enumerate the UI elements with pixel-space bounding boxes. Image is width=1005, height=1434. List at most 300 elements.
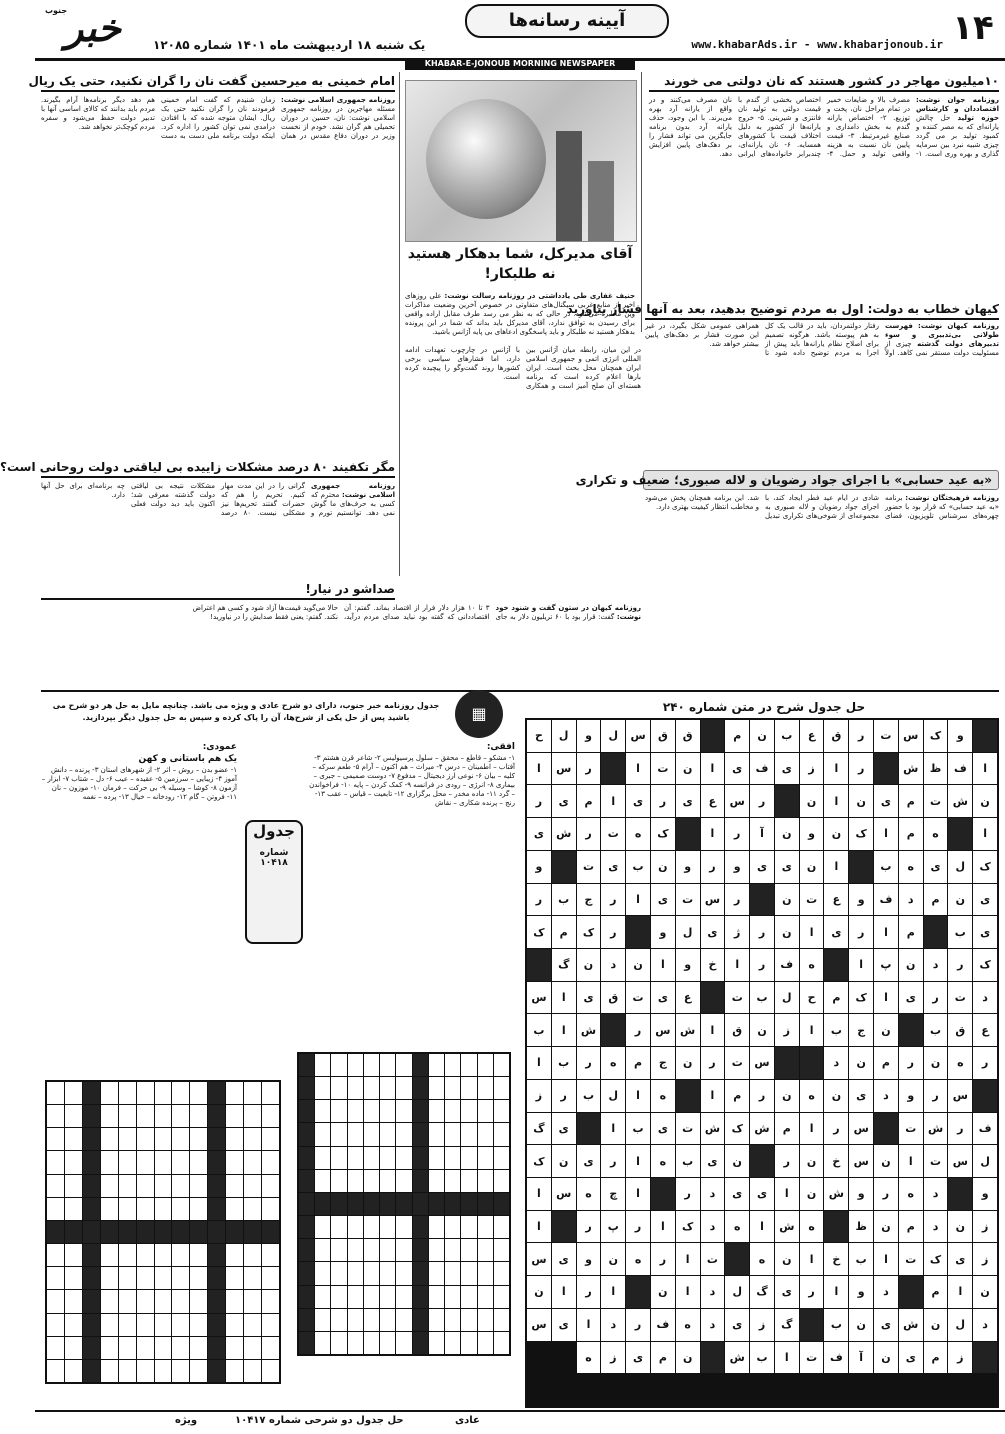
puzzle-cell[interactable] [244, 1082, 261, 1104]
puzzle-cell[interactable] [155, 1151, 172, 1173]
puzzle-cell[interactable] [190, 1360, 207, 1382]
puzzle-cell[interactable] [119, 1175, 136, 1197]
puzzle-cell[interactable] [262, 1151, 279, 1173]
puzzle-cell[interactable] [315, 1309, 330, 1331]
puzzle-cell[interactable] [172, 1314, 189, 1336]
puzzle-cell[interactable] [315, 1147, 330, 1169]
puzzle-cell[interactable] [494, 1147, 509, 1169]
puzzle-cell[interactable] [396, 1147, 411, 1169]
puzzle-cell[interactable] [83, 1198, 100, 1220]
puzzle-cell[interactable] [299, 1100, 314, 1122]
puzzle-cell[interactable] [226, 1337, 243, 1359]
puzzle-cell[interactable] [494, 1239, 509, 1261]
puzzle-cell[interactable] [262, 1337, 279, 1359]
puzzle-cell[interactable] [101, 1290, 118, 1312]
puzzle-cell[interactable] [445, 1123, 460, 1145]
puzzle-cell[interactable] [226, 1244, 243, 1266]
crossword-grid-special[interactable] [297, 1052, 511, 1356]
puzzle-cell[interactable] [315, 1286, 330, 1308]
puzzle-cell[interactable] [380, 1054, 395, 1076]
puzzle-cell[interactable] [65, 1198, 82, 1220]
puzzle-cell[interactable] [429, 1170, 444, 1192]
puzzle-cell[interactable] [65, 1314, 82, 1336]
puzzle-cell[interactable] [190, 1337, 207, 1359]
article-title-rouhani[interactable]: مگر تکفیند ۸۰ درصد مشکلات زاییده بی لیاقتی دولت روحانی است؟ [41, 458, 395, 478]
puzzle-cell[interactable] [101, 1198, 118, 1220]
puzzle-cell[interactable] [101, 1360, 118, 1382]
puzzle-cell[interactable] [299, 1216, 314, 1238]
puzzle-cell[interactable] [190, 1221, 207, 1243]
puzzle-cell[interactable] [331, 1262, 346, 1284]
puzzle-cell[interactable] [208, 1175, 225, 1197]
puzzle-cell[interactable] [119, 1221, 136, 1243]
puzzle-cell[interactable] [478, 1100, 493, 1122]
puzzle-cell[interactable] [101, 1267, 118, 1289]
puzzle-cell[interactable] [331, 1123, 346, 1145]
puzzle-cell[interactable] [494, 1170, 509, 1192]
puzzle-cell[interactable] [155, 1198, 172, 1220]
puzzle-cell[interactable] [119, 1105, 136, 1127]
puzzle-cell[interactable] [396, 1054, 411, 1076]
puzzle-cell[interactable] [119, 1314, 136, 1336]
puzzle-cell[interactable] [315, 1054, 330, 1076]
puzzle-cell[interactable] [190, 1151, 207, 1173]
puzzle-cell[interactable] [413, 1239, 428, 1261]
puzzle-cell[interactable] [364, 1123, 379, 1145]
puzzle-cell[interactable] [396, 1170, 411, 1192]
puzzle-cell[interactable] [478, 1170, 493, 1192]
puzzle-cell[interactable] [380, 1193, 395, 1215]
puzzle-cell[interactable] [65, 1175, 82, 1197]
puzzle-cell[interactable] [83, 1082, 100, 1104]
puzzle-cell[interactable] [101, 1128, 118, 1150]
puzzle-cell[interactable] [331, 1054, 346, 1076]
puzzle-cell[interactable] [47, 1175, 64, 1197]
puzzle-cell[interactable] [348, 1123, 363, 1145]
puzzle-cell[interactable] [380, 1077, 395, 1099]
puzzle-cell[interactable] [299, 1332, 314, 1354]
puzzle-cell[interactable] [172, 1128, 189, 1150]
puzzle-cell[interactable] [262, 1198, 279, 1220]
puzzle-cell[interactable] [380, 1147, 395, 1169]
puzzle-cell[interactable] [494, 1077, 509, 1099]
puzzle-cell[interactable] [413, 1193, 428, 1215]
puzzle-cell[interactable] [380, 1123, 395, 1145]
puzzle-cell[interactable] [315, 1216, 330, 1238]
puzzle-cell[interactable] [396, 1216, 411, 1238]
puzzle-cell[interactable] [190, 1314, 207, 1336]
puzzle-cell[interactable] [83, 1175, 100, 1197]
puzzle-cell[interactable] [244, 1244, 261, 1266]
puzzle-cell[interactable] [47, 1128, 64, 1150]
puzzle-cell[interactable] [478, 1332, 493, 1354]
puzzle-cell[interactable] [445, 1147, 460, 1169]
puzzle-cell[interactable] [137, 1244, 154, 1266]
puzzle-cell[interactable] [445, 1193, 460, 1215]
puzzle-cell[interactable] [413, 1054, 428, 1076]
puzzle-cell[interactable] [83, 1314, 100, 1336]
puzzle-cell[interactable] [445, 1077, 460, 1099]
puzzle-cell[interactable] [413, 1170, 428, 1192]
puzzle-cell[interactable] [172, 1244, 189, 1266]
puzzle-cell[interactable] [208, 1267, 225, 1289]
puzzle-cell[interactable] [155, 1221, 172, 1243]
puzzle-cell[interactable] [101, 1175, 118, 1197]
puzzle-cell[interactable] [299, 1170, 314, 1192]
puzzle-cell[interactable] [445, 1170, 460, 1192]
puzzle-cell[interactable] [172, 1221, 189, 1243]
puzzle-cell[interactable] [315, 1262, 330, 1284]
puzzle-cell[interactable] [494, 1262, 509, 1284]
puzzle-cell[interactable] [364, 1193, 379, 1215]
puzzle-cell[interactable] [172, 1267, 189, 1289]
puzzle-cell[interactable] [413, 1332, 428, 1354]
puzzle-cell[interactable] [226, 1082, 243, 1104]
puzzle-cell[interactable] [380, 1170, 395, 1192]
puzzle-cell[interactable] [413, 1286, 428, 1308]
puzzle-cell[interactable] [478, 1262, 493, 1284]
puzzle-cell[interactable] [137, 1290, 154, 1312]
puzzle-cell[interactable] [478, 1239, 493, 1261]
puzzle-cell[interactable] [226, 1314, 243, 1336]
puzzle-cell[interactable] [83, 1267, 100, 1289]
puzzle-cell[interactable] [461, 1239, 476, 1261]
puzzle-cell[interactable] [47, 1244, 64, 1266]
puzzle-cell[interactable] [429, 1077, 444, 1099]
puzzle-cell[interactable] [348, 1054, 363, 1076]
puzzle-cell[interactable] [244, 1290, 261, 1312]
puzzle-cell[interactable] [137, 1105, 154, 1127]
puzzle-cell[interactable] [208, 1128, 225, 1150]
puzzle-cell[interactable] [364, 1286, 379, 1308]
puzzle-cell[interactable] [244, 1151, 261, 1173]
puzzle-cell[interactable] [83, 1105, 100, 1127]
puzzle-cell[interactable] [331, 1286, 346, 1308]
puzzle-cell[interactable] [47, 1221, 64, 1243]
puzzle-cell[interactable] [262, 1221, 279, 1243]
puzzle-cell[interactable] [364, 1332, 379, 1354]
puzzle-cell[interactable] [226, 1267, 243, 1289]
puzzle-cell[interactable] [172, 1175, 189, 1197]
puzzle-cell[interactable] [299, 1262, 314, 1284]
puzzle-cell[interactable] [331, 1147, 346, 1169]
puzzle-cell[interactable] [478, 1054, 493, 1076]
puzzle-cell[interactable] [101, 1337, 118, 1359]
puzzle-cell[interactable] [380, 1309, 395, 1331]
puzzle-cell[interactable] [445, 1100, 460, 1122]
puzzle-cell[interactable] [429, 1147, 444, 1169]
puzzle-cell[interactable] [226, 1290, 243, 1312]
puzzle-cell[interactable] [331, 1309, 346, 1331]
puzzle-cell[interactable] [380, 1286, 395, 1308]
puzzle-cell[interactable] [429, 1193, 444, 1215]
puzzle-cell[interactable] [244, 1360, 261, 1382]
puzzle-cell[interactable] [208, 1360, 225, 1382]
puzzle-cell[interactable] [190, 1290, 207, 1312]
puzzle-cell[interactable] [380, 1332, 395, 1354]
puzzle-cell[interactable] [413, 1100, 428, 1122]
puzzle-cell[interactable] [315, 1239, 330, 1261]
puzzle-cell[interactable] [172, 1105, 189, 1127]
puzzle-cell[interactable] [262, 1175, 279, 1197]
puzzle-cell[interactable] [364, 1100, 379, 1122]
puzzle-cell[interactable] [461, 1100, 476, 1122]
puzzle-cell[interactable] [494, 1193, 509, 1215]
puzzle-cell[interactable] [331, 1077, 346, 1099]
puzzle-cell[interactable] [299, 1193, 314, 1215]
puzzle-cell[interactable] [208, 1198, 225, 1220]
puzzle-cell[interactable] [226, 1175, 243, 1197]
puzzle-cell[interactable] [396, 1123, 411, 1145]
puzzle-cell[interactable] [155, 1290, 172, 1312]
puzzle-cell[interactable] [65, 1105, 82, 1127]
puzzle-cell[interactable] [226, 1151, 243, 1173]
puzzle-cell[interactable] [190, 1267, 207, 1289]
puzzle-cell[interactable] [494, 1123, 509, 1145]
puzzle-cell[interactable] [83, 1337, 100, 1359]
puzzle-cell[interactable] [208, 1314, 225, 1336]
puzzle-cell[interactable] [445, 1332, 460, 1354]
puzzle-cell[interactable] [429, 1262, 444, 1284]
puzzle-cell[interactable] [137, 1314, 154, 1336]
puzzle-cell[interactable] [429, 1100, 444, 1122]
puzzle-cell[interactable] [478, 1309, 493, 1331]
puzzle-cell[interactable] [348, 1100, 363, 1122]
puzzle-cell[interactable] [65, 1267, 82, 1289]
puzzle-cell[interactable] [445, 1239, 460, 1261]
puzzle-cell[interactable] [445, 1286, 460, 1308]
puzzle-cell[interactable] [461, 1147, 476, 1169]
puzzle-cell[interactable] [331, 1170, 346, 1192]
puzzle-cell[interactable] [208, 1337, 225, 1359]
puzzle-cell[interactable] [119, 1128, 136, 1150]
puzzle-cell[interactable] [348, 1147, 363, 1169]
puzzle-cell[interactable] [396, 1077, 411, 1099]
puzzle-cell[interactable] [65, 1221, 82, 1243]
puzzle-cell[interactable] [262, 1314, 279, 1336]
puzzle-cell[interactable] [413, 1216, 428, 1238]
puzzle-cell[interactable] [348, 1332, 363, 1354]
puzzle-cell[interactable] [348, 1262, 363, 1284]
puzzle-cell[interactable] [155, 1360, 172, 1382]
puzzle-cell[interactable] [101, 1082, 118, 1104]
puzzle-cell[interactable] [65, 1082, 82, 1104]
puzzle-cell[interactable] [331, 1332, 346, 1354]
puzzle-cell[interactable] [137, 1082, 154, 1104]
puzzle-cell[interactable] [478, 1286, 493, 1308]
puzzle-cell[interactable] [262, 1105, 279, 1127]
puzzle-cell[interactable] [494, 1054, 509, 1076]
puzzle-cell[interactable] [137, 1337, 154, 1359]
puzzle-cell[interactable] [478, 1123, 493, 1145]
puzzle-cell[interactable] [47, 1290, 64, 1312]
puzzle-cell[interactable] [299, 1309, 314, 1331]
puzzle-cell[interactable] [83, 1360, 100, 1382]
puzzle-cell[interactable] [137, 1175, 154, 1197]
puzzle-cell[interactable] [47, 1198, 64, 1220]
puzzle-cell[interactable] [299, 1077, 314, 1099]
puzzle-cell[interactable] [478, 1193, 493, 1215]
puzzle-cell[interactable] [315, 1170, 330, 1192]
puzzle-cell[interactable] [47, 1105, 64, 1127]
puzzle-cell[interactable] [190, 1105, 207, 1127]
puzzle-cell[interactable] [461, 1262, 476, 1284]
puzzle-cell[interactable] [429, 1286, 444, 1308]
puzzle-cell[interactable] [47, 1360, 64, 1382]
puzzle-cell[interactable] [137, 1360, 154, 1382]
article-title-eidi[interactable]: «به عید حسابی» با اجرای جواد رضویان و لاله صبوری؛ ضعیف و تکراری [643, 470, 999, 490]
puzzle-cell[interactable] [172, 1290, 189, 1312]
puzzle-cell[interactable] [208, 1082, 225, 1104]
puzzle-cell[interactable] [244, 1175, 261, 1197]
puzzle-cell[interactable] [315, 1100, 330, 1122]
puzzle-cell[interactable] [478, 1216, 493, 1238]
puzzle-cell[interactable] [299, 1123, 314, 1145]
puzzle-cell[interactable] [364, 1309, 379, 1331]
puzzle-cell[interactable] [299, 1147, 314, 1169]
puzzle-cell[interactable] [119, 1198, 136, 1220]
puzzle-cell[interactable] [445, 1054, 460, 1076]
puzzle-cell[interactable] [119, 1337, 136, 1359]
puzzle-cell[interactable] [119, 1267, 136, 1289]
puzzle-cell[interactable] [461, 1286, 476, 1308]
puzzle-cell[interactable] [101, 1314, 118, 1336]
puzzle-cell[interactable] [413, 1147, 428, 1169]
puzzle-cell[interactable] [396, 1100, 411, 1122]
puzzle-cell[interactable] [461, 1332, 476, 1354]
puzzle-cell[interactable] [83, 1290, 100, 1312]
puzzle-cell[interactable] [101, 1151, 118, 1173]
puzzle-cell[interactable] [494, 1309, 509, 1331]
puzzle-cell[interactable] [315, 1123, 330, 1145]
puzzle-cell[interactable] [331, 1100, 346, 1122]
puzzle-cell[interactable] [429, 1054, 444, 1076]
site-urls[interactable]: www.khabarAds.ir - www.khabarjonoub.ir [691, 38, 943, 51]
puzzle-cell[interactable] [429, 1216, 444, 1238]
puzzle-cell[interactable] [83, 1151, 100, 1173]
puzzle-cell[interactable] [155, 1337, 172, 1359]
puzzle-cell[interactable] [478, 1147, 493, 1169]
puzzle-cell[interactable] [83, 1221, 100, 1243]
puzzle-cell[interactable] [331, 1239, 346, 1261]
puzzle-cell[interactable] [348, 1309, 363, 1331]
puzzle-cell[interactable] [396, 1286, 411, 1308]
crossword-grid-regular[interactable] [45, 1080, 281, 1384]
puzzle-cell[interactable] [299, 1286, 314, 1308]
puzzle-cell[interactable] [413, 1262, 428, 1284]
puzzle-cell[interactable] [348, 1170, 363, 1192]
puzzle-cell[interactable] [396, 1309, 411, 1331]
puzzle-cell[interactable] [172, 1082, 189, 1104]
puzzle-cell[interactable] [137, 1267, 154, 1289]
puzzle-cell[interactable] [137, 1151, 154, 1173]
puzzle-cell[interactable] [47, 1151, 64, 1173]
puzzle-cell[interactable] [226, 1128, 243, 1150]
puzzle-cell[interactable] [413, 1123, 428, 1145]
article-title-imam[interactable]: امام خمینی به میرحسین گفت نان را گران نکنید، حتی یک ریال [41, 72, 395, 92]
puzzle-cell[interactable] [155, 1267, 172, 1289]
puzzle-cell[interactable] [364, 1054, 379, 1076]
puzzle-cell[interactable] [244, 1337, 261, 1359]
puzzle-cell[interactable] [380, 1262, 395, 1284]
puzzle-cell[interactable] [262, 1128, 279, 1150]
puzzle-cell[interactable] [331, 1193, 346, 1215]
puzzle-cell[interactable] [119, 1244, 136, 1266]
puzzle-cell[interactable] [190, 1128, 207, 1150]
puzzle-cell[interactable] [65, 1244, 82, 1266]
puzzle-cell[interactable] [262, 1290, 279, 1312]
puzzle-cell[interactable] [65, 1128, 82, 1150]
puzzle-cell[interactable] [190, 1244, 207, 1266]
puzzle-cell[interactable] [299, 1054, 314, 1076]
puzzle-cell[interactable] [190, 1198, 207, 1220]
puzzle-cell[interactable] [445, 1309, 460, 1331]
puzzle-cell[interactable] [226, 1198, 243, 1220]
puzzle-cell[interactable] [226, 1360, 243, 1382]
puzzle-cell[interactable] [380, 1100, 395, 1122]
puzzle-cell[interactable] [190, 1175, 207, 1197]
puzzle-cell[interactable] [461, 1054, 476, 1076]
puzzle-cell[interactable] [47, 1267, 64, 1289]
puzzle-cell[interactable] [137, 1198, 154, 1220]
puzzle-cell[interactable] [172, 1337, 189, 1359]
puzzle-cell[interactable] [429, 1309, 444, 1331]
puzzle-cell[interactable] [315, 1077, 330, 1099]
article-title-migrants[interactable]: ۱۰میلیون مهاجر در کشور هستند که نان دولتی می خورند [649, 72, 999, 92]
puzzle-cell[interactable] [65, 1290, 82, 1312]
puzzle-cell[interactable] [262, 1360, 279, 1382]
article-title-kayhan[interactable]: کیهان خطاب به دولت: اول به مردم توضیح بدهید، بعد به آنها فشار بیاورید [645, 300, 999, 320]
puzzle-cell[interactable] [461, 1170, 476, 1192]
puzzle-cell[interactable] [396, 1262, 411, 1284]
puzzle-cell[interactable] [364, 1216, 379, 1238]
puzzle-cell[interactable] [348, 1077, 363, 1099]
puzzle-cell[interactable] [65, 1151, 82, 1173]
puzzle-cell[interactable] [47, 1082, 64, 1104]
puzzle-cell[interactable] [478, 1077, 493, 1099]
puzzle-cell[interactable] [396, 1239, 411, 1261]
puzzle-cell[interactable] [348, 1193, 363, 1215]
puzzle-cell[interactable] [429, 1123, 444, 1145]
puzzle-cell[interactable] [172, 1360, 189, 1382]
puzzle-cell[interactable] [413, 1309, 428, 1331]
puzzle-cell[interactable] [226, 1221, 243, 1243]
puzzle-cell[interactable] [494, 1100, 509, 1122]
puzzle-cell[interactable] [190, 1082, 207, 1104]
puzzle-cell[interactable] [244, 1267, 261, 1289]
puzzle-cell[interactable] [299, 1239, 314, 1261]
puzzle-cell[interactable] [119, 1290, 136, 1312]
puzzle-cell[interactable] [208, 1105, 225, 1127]
puzzle-cell[interactable] [119, 1360, 136, 1382]
puzzle-cell[interactable] [244, 1198, 261, 1220]
puzzle-cell[interactable] [494, 1286, 509, 1308]
puzzle-cell[interactable] [208, 1244, 225, 1266]
puzzle-cell[interactable] [262, 1082, 279, 1104]
puzzle-cell[interactable] [65, 1337, 82, 1359]
puzzle-cell[interactable] [155, 1314, 172, 1336]
puzzle-cell[interactable] [413, 1077, 428, 1099]
puzzle-cell[interactable] [262, 1267, 279, 1289]
puzzle-cell[interactable] [244, 1128, 261, 1150]
puzzle-cell[interactable] [155, 1175, 172, 1197]
puzzle-cell[interactable] [244, 1105, 261, 1127]
puzzle-cell[interactable] [445, 1216, 460, 1238]
puzzle-cell[interactable] [155, 1244, 172, 1266]
puzzle-cell[interactable] [155, 1082, 172, 1104]
puzzle-cell[interactable] [208, 1290, 225, 1312]
puzzle-cell[interactable] [461, 1216, 476, 1238]
